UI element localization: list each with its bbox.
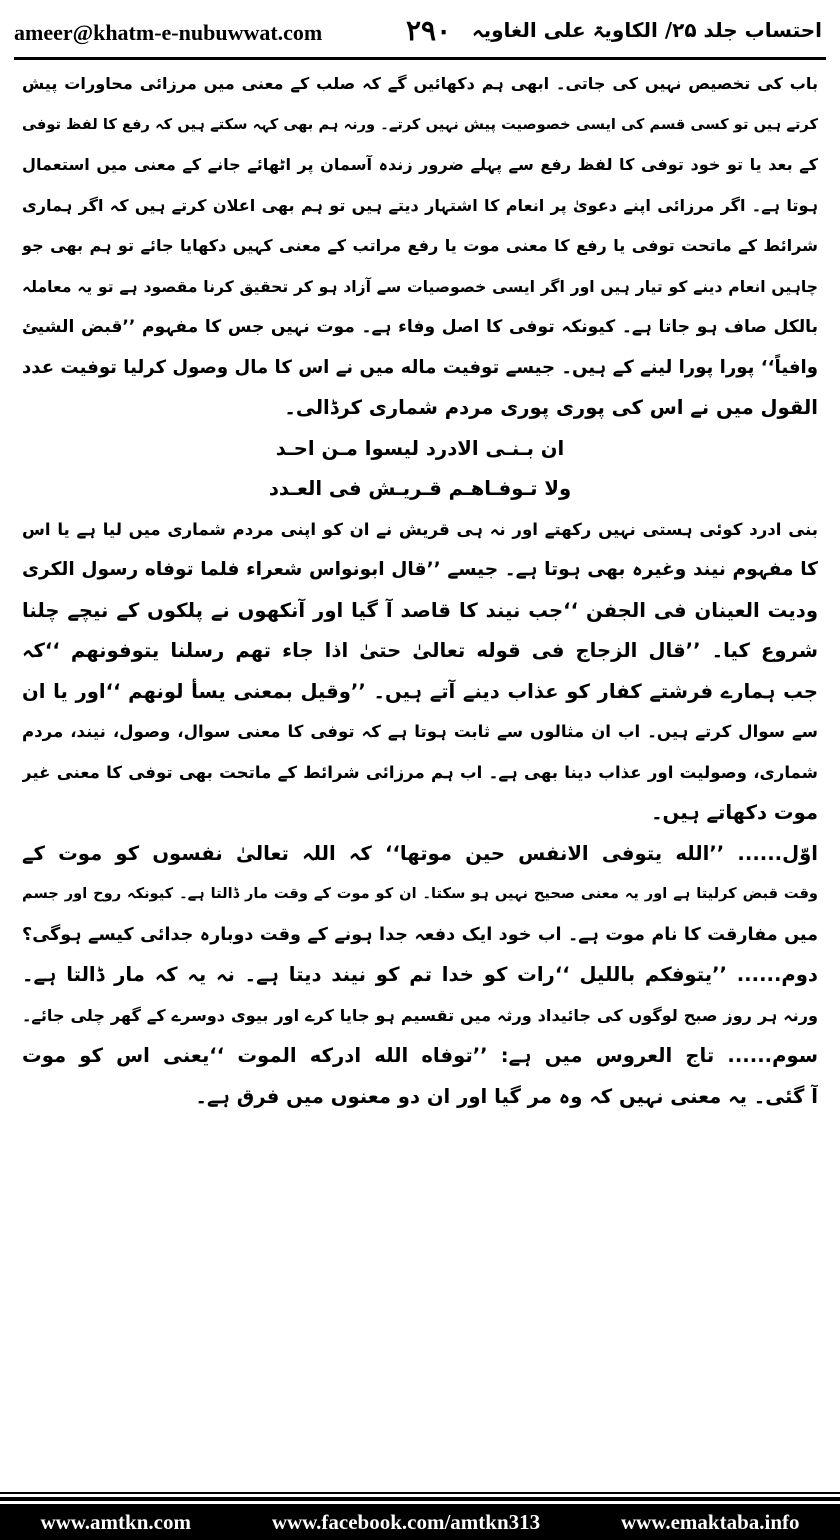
- text-line: اوّل...... ’’الله یتوفی الانفس حین موتها‘‘ کہ اللہ تعالیٰ نفسوں کو موت کے: [22, 841, 818, 865]
- verse-line: ان بـنـی الادرد لیسوا مـن احـد: [275, 436, 565, 460]
- text-line: ورنہ ہر روز صبح لوگوں کی جائیداد ورثہ میں تقسیم ہو جایا کرے اور بیوی دوسرے کے گھر چلی جائے۔: [22, 1005, 818, 1025]
- footer-rule-thin: [0, 1492, 840, 1494]
- footer-links-bar: [0, 1504, 840, 1540]
- text-line: شروع کیا۔ ’’قال الزجاج فی قوله تعالیٰ حتیٰ اذا جاء تهم رسلنا یتوفونهم ‘‘کہ: [22, 639, 818, 662]
- text-line: کا مفہوم نیند وغیرہ بھی ہوتا ہے۔ جیسے ’’قال ابونواس شعراء فلما توفاه رسول الکری: [22, 559, 818, 580]
- text-line: القول میں نے اس کی پوری پوری مردم شماری کرڈالی۔: [284, 396, 818, 419]
- verse-line: ولا تـوفـاهـم قـريـش فی العـدد: [268, 477, 572, 500]
- header-rule: [14, 57, 826, 60]
- text-line: ودیت العینان فی الجفن ‘‘جب نیند کا قاصد آ گیا اور آنکھوں نے پلکوں کے نیچے چلنا: [22, 598, 818, 622]
- text-line: جب ہمارے فرشتے کفار کو عذاب دینے آتے ہیں۔ ’’وقیل بمعنی یسأ لونهم ‘‘اور یا ان: [22, 679, 818, 703]
- text-line: موت دکھاتے ہیں۔: [651, 801, 818, 824]
- text-line: ہوتا ہے۔ اگر مرزائی اپنے دعویٰ پر انعام کا اشتہار دیتے ہیں تو ہم بھی اعلان کرتے ہیں کہ اگر ہماری: [22, 195, 818, 215]
- text-line: کرتے ہیں تو کسی قسم کی ایسی خصوصیت پیش نہیں کرتے۔ ورنہ ہم بھی کہہ سکتے ہیں کہ رفع کا لفظ توفی: [22, 115, 818, 133]
- text-line: وافیاً‘‘ پورا پورا لینے کے ہیں۔ جیسے توفیت ماله میں نے اس کا مال وصول کرلیا توفیت عدد: [22, 356, 818, 378]
- text-line: شرائط کے ماتحت توفی یا رفع کا معنی موت یا رفع مراتب کے معنی کہیں دکھایا جائے تو ہم بھی جو: [22, 236, 818, 255]
- text-line: بنی ادرد کوئی ہستی نہیں رکھتے اور نہ ہی قریش نے ان کو اپنی مردم شماری میں لیا ہے یا اس: [22, 519, 818, 539]
- footer-link-facebook[interactable]: www.facebook.com/amtkn313: [271, 1509, 541, 1534]
- page-header: [14, 14, 826, 54]
- text-line: وقت قبض کرلیتا ہے اور یہ معنی صحیح نہیں ہو سکتا۔ ان کو موت کے وقت مار ڈالتا ہے۔ کیونکہ روح اور جسم: [22, 885, 818, 902]
- header-email: ameer@khatm-e-nubuwwat.com: [14, 20, 323, 45]
- text-line: بالکل صاف ہو جاتا ہے۔ کیونکہ توفی کا اصل وفاء ہے۔ موت نہیں جس کا مفہوم ’’قبض الشیئ: [22, 317, 818, 337]
- page-body: [22, 64, 818, 1117]
- text-line: سے سوال کرتے ہیں۔ اب ان مثالوں سے ثابت ہوتا ہے کہ توفی کا معنی سوال، وصول، نیند، مردم: [22, 722, 818, 741]
- text-line: چاہیں انعام دینے کو تیار ہیں اور اگر ایسی خصوصیات سے آزاد ہو کر تحقیق کرنا مقصود ہے تو یہ معاملہ: [22, 277, 818, 296]
- text-line: دوم...... ’’یتوفکم باللیل ‘‘رات کو خدا تم کو نیند دیتا ہے۔ نہ یہ کہ مار ڈالتا ہے۔: [22, 963, 818, 986]
- book-title: احتساب جلد ۲۵/ الکاویۃ علی الغاویہ: [471, 18, 822, 42]
- text-line: کے بعد یا تو خود توفی کا لفظ رفع سے پہلے ضرور زندہ آسمان پر اٹھائے جانے کے معنی میں استعمال: [22, 155, 818, 174]
- text-line: آ گئی۔ یہ معنی نہیں کہ وہ مر گیا اور ان دو معنوں میں فرق ہے۔: [195, 1084, 818, 1108]
- page-number: ۲۹۰: [406, 14, 452, 47]
- text-line: میں مفارقت کا نام موت ہے۔ اب خود ایک دفعہ جدا ہونے کے وقت دوبارہ جدائی کیسے ہوگی؟: [22, 924, 818, 945]
- footer-rule-thick: [0, 1497, 840, 1501]
- text-line: شماری، وصولیت اور عذاب دینا بھی ہے۔ اب ہم مرزائی شرائط کے ماتحت بھی توفی کا معنی غیر: [22, 762, 818, 782]
- footer-link-amtkn[interactable]: www.amtkn.com: [40, 1509, 191, 1534]
- footer-link-emaktaba[interactable]: www.emaktaba.info: [621, 1509, 800, 1534]
- page-footer: [0, 1492, 840, 1540]
- text-line: باب کی تخصیص نہیں کی جاتی۔ ابھی ہم دکھائیں گے کہ صلب کے معنی میں مرزائی محاورات پیش: [22, 74, 818, 93]
- text-line: سوم...... تاج العروس میں ہے: ’’توفاه الله ادرکه الموت ‘‘یعنی اس کو موت: [22, 1044, 818, 1067]
